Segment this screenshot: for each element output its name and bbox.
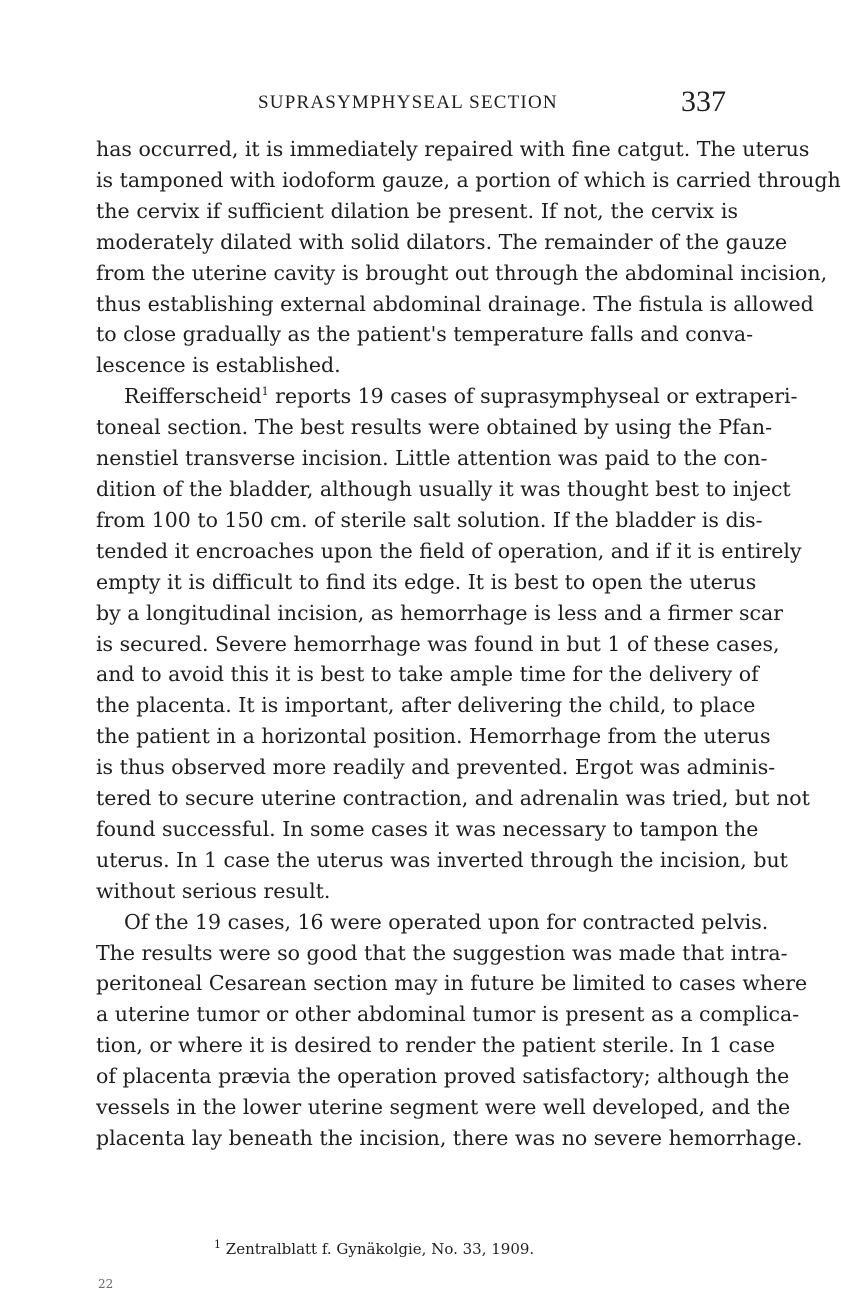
text-line: has occurred, it is immediately repaired with fine catgut. The uterus — [96, 137, 810, 161]
text-line: the placenta. It is important, after delivering the child, to place — [96, 693, 756, 718]
page-number: 337 — [681, 85, 726, 118]
text-line: to close gradually as the patient's temperature falls and conva- — [96, 322, 754, 347]
text-line: of placenta prævia the operation proved satisfactory; although the — [96, 1064, 790, 1089]
footnote — [214, 1238, 535, 1258]
text-line: placenta lay beneath the incision, there was no severe hemorrhage. — [96, 1126, 803, 1150]
text-line: Of the 19 cases, 16 were operated upon for contracted pelvis. — [124, 909, 769, 934]
text-line: tended it encroaches upon the field of operation, and if it is entirely — [96, 538, 802, 563]
text-line: found successful. In some cases it was necessary to tampon the — [96, 816, 759, 841]
paragraph-2 — [96, 381, 810, 906]
body-text — [96, 134, 841, 1154]
text-line: thus establishing external abdominal drainage. The fistula is allowed — [96, 291, 814, 316]
text-line: toneal section. The best results were obtained by using the Pfan- — [96, 415, 772, 440]
paragraph-1 — [96, 134, 841, 381]
text-line: lescence is established. — [96, 353, 341, 378]
text-line: and to avoid this it is best to take ample time for the delivery of — [96, 662, 759, 687]
paragraph-3 — [96, 907, 808, 1154]
author-name: Reifferscheid — [124, 384, 262, 409]
text-line: moderately dilated with solid dilators. The remainder of the gauze — [96, 229, 788, 254]
text-line: uterus. In 1 case the uterus was inverted through the incision, but — [96, 847, 788, 872]
text-line: without serious result. — [96, 878, 331, 903]
text-line: the patient in a horizontal position. Hemorrhage from the uterus — [96, 724, 771, 749]
text-line: tered to secure uterine contraction, and adrenalin was tried, but not — [96, 786, 810, 811]
footnote-reference: 1 — [261, 385, 269, 399]
text-line: a uterine tumor or other abdominal tumor is present as a complica- — [96, 1002, 800, 1027]
running-header: SUPRASYMPHYSEAL SECTION — [258, 92, 558, 113]
text-line: is thus observed more readily and prevented. Ergot was adminis- — [96, 755, 776, 780]
footnote-marker: 1 — [214, 1238, 221, 1251]
text-line — [96, 381, 798, 412]
text-line: the cervix if sufficient dilation be present. If not, the cervix is — [96, 198, 738, 223]
text-line: from the uterine cavity is brought out through the abdominal incision, — [96, 260, 828, 285]
text-line: The results were so good that the suggestion was made that intra- — [96, 940, 788, 965]
footnote-text: Zentralblatt f. Gynäkolgie, No. 33, 1909. — [225, 1240, 535, 1258]
text-line: vessels in the lower uterine segment were well developed, and the — [96, 1095, 791, 1120]
text-line: nenstiel transverse incision. Little attention was paid to the con- — [96, 446, 768, 471]
signature-mark: 22 — [98, 1277, 114, 1291]
text-line: from 100 to 150 cm. of sterile salt solution. If the bladder is dis- — [96, 507, 763, 532]
text-line: is tamponed with iodoform gauze, a portion of which is carried through — [96, 167, 841, 192]
text-line: tion, or where it is desired to render the patient sterile. In 1 case — [96, 1033, 775, 1058]
text-line: is secured. Severe hemorrhage was found in but 1 of these cases, — [96, 631, 780, 656]
text-line: dition of the bladder, although usually it was thought best to inject — [96, 476, 791, 501]
text-line: by a longitudinal incision, as hemorrhage is less and a firmer scar — [96, 600, 784, 625]
text-span: reports 19 cases of suprasymphyseal or extraperi- — [268, 384, 798, 409]
text-line: empty it is difficult to find its edge. It is best to open the uterus — [96, 569, 757, 594]
text-line: peritoneal Cesarean section may in future be limited to cases where — [96, 971, 808, 996]
